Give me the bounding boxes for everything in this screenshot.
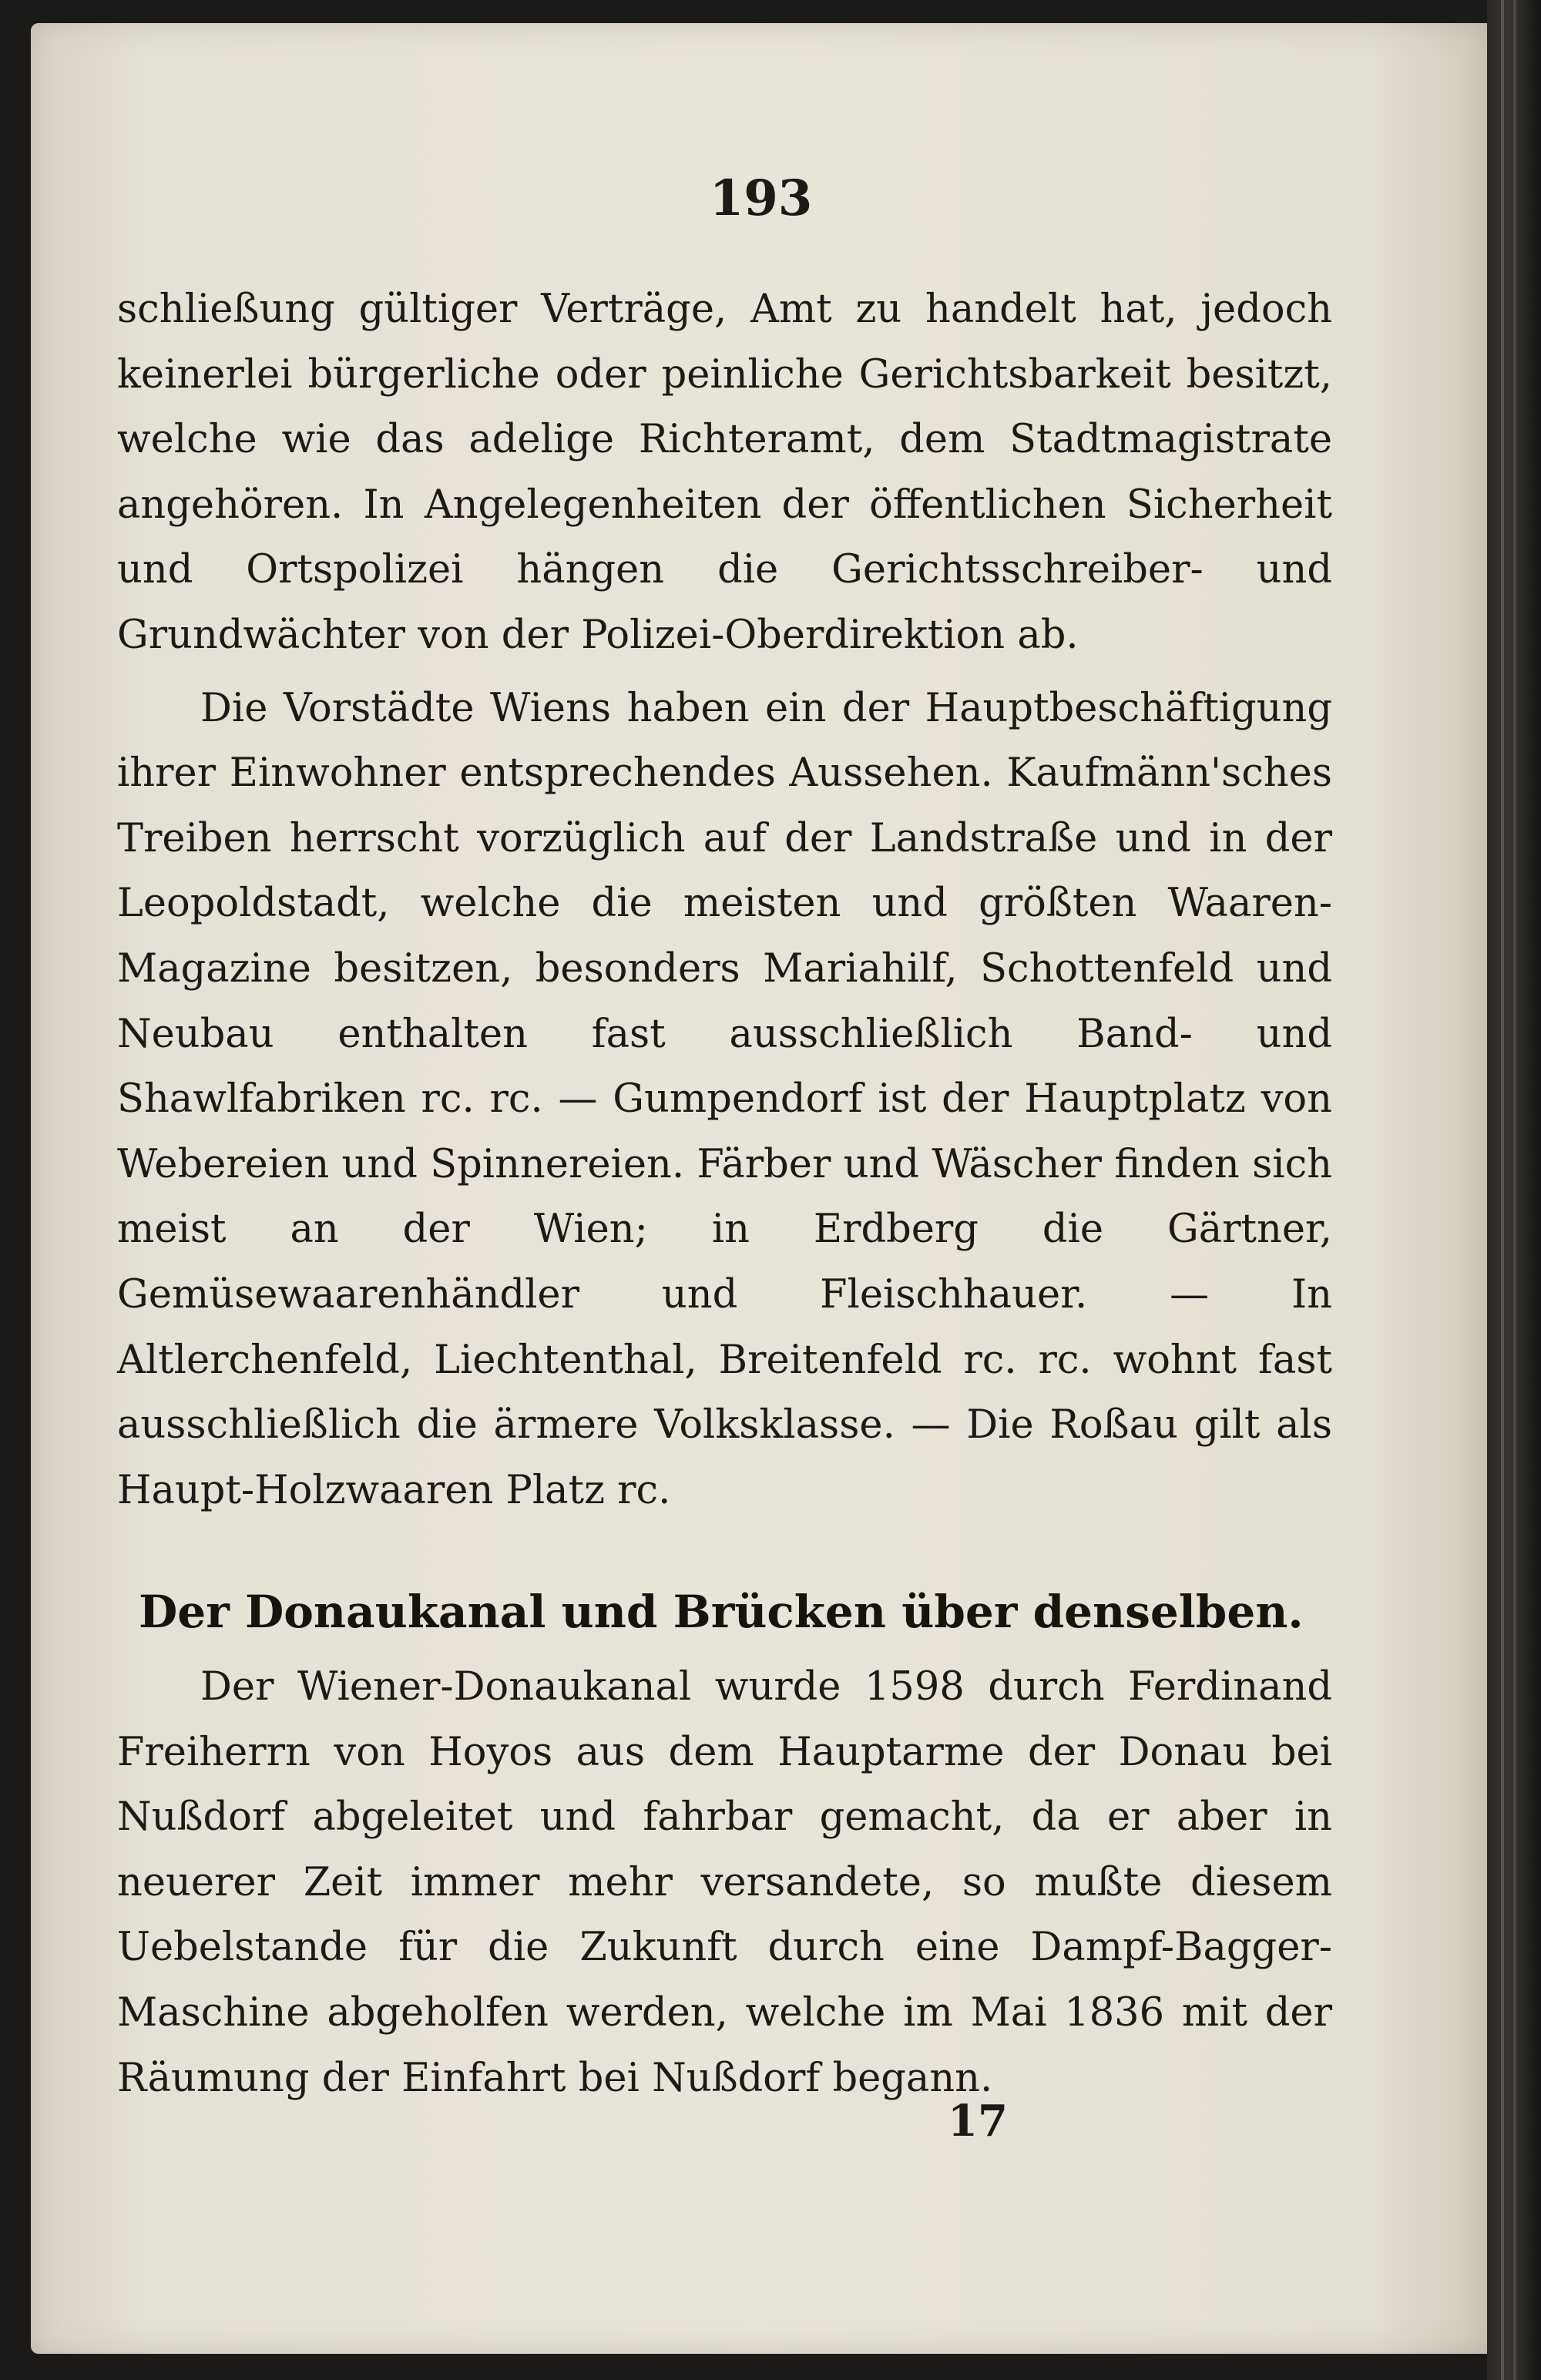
text-block-lower bbox=[117, 1655, 1332, 2111]
edge-line bbox=[1501, 0, 1504, 2380]
book-page bbox=[31, 23, 1491, 2354]
page-number: 193 bbox=[709, 170, 813, 227]
book-spine-edge bbox=[1487, 0, 1541, 2380]
paragraph-2: Die Vorstädte Wiens haben ein der Hauptbeschäftigung ihrer Einwohner entsprechendes Aussehen. Kaufmänn'sches Treiben herrscht vorzüglich auf der Landstraße und in der Leopoldstadt, welche die meisten und größten Waaren-Magazine besitzen, besonders Mariahilf, Schottenfeld und Neubau enthalten fast ausschließlich Band- und Shawlfabriken rc. rc. — Gumpendorf ist der Hauptplatz von Webereien und Spinnereien. Färber und Wäscher finden sich meist an der Wien; in Erdberg die Gärtner, Gemüsewaarenhändler und Fleischhauer. — In Altlerchenfeld, Liechtenthal, Breitenfeld rc. rc. wohnt fast ausschließlich die ärmere Volksklasse. — Die Roßau gilt als Haupt-Holzwaaren Platz rc. bbox=[117, 685, 1332, 1513]
section-heading: Der Donaukanal und Brücken über denselben. bbox=[139, 1586, 1304, 1638]
edge-line bbox=[1513, 0, 1516, 2380]
text-block-upper bbox=[117, 277, 1332, 1523]
signature-mark: 17 bbox=[948, 2096, 1008, 2147]
section-paragraph: Der Wiener-Donaukanal wurde 1598 durch Ferdinand Freiherrn von Hoyos aus dem Hauptarme der Donau bei Nußdorf abgeleitet und fahrbar gemacht, da er aber in neuerer Zeit immer mehr versandete, so mußte diesem Uebelstande für die Zukunft durch eine Dampf-Bagger-Maschine abgeholfen werden, welche im Mai 1836 mit der Räumung der Einfahrt bei Nußdorf begann. bbox=[117, 1664, 1332, 2101]
paragraph-1: schließung gültiger Verträge, Amt zu handelt hat, jedoch keinerlei bürgerliche oder peinliche Gerichtsbarkeit besitzt, welche wie das adelige Richteramt, dem Stadtmagistrate angehören. In Angelegenheiten der öffentlichen Sicherheit und Ortspolizei hängen die Gerichtsschreiber- und Grundwächter von der Polizei-Oberdirektion ab. bbox=[117, 287, 1332, 658]
